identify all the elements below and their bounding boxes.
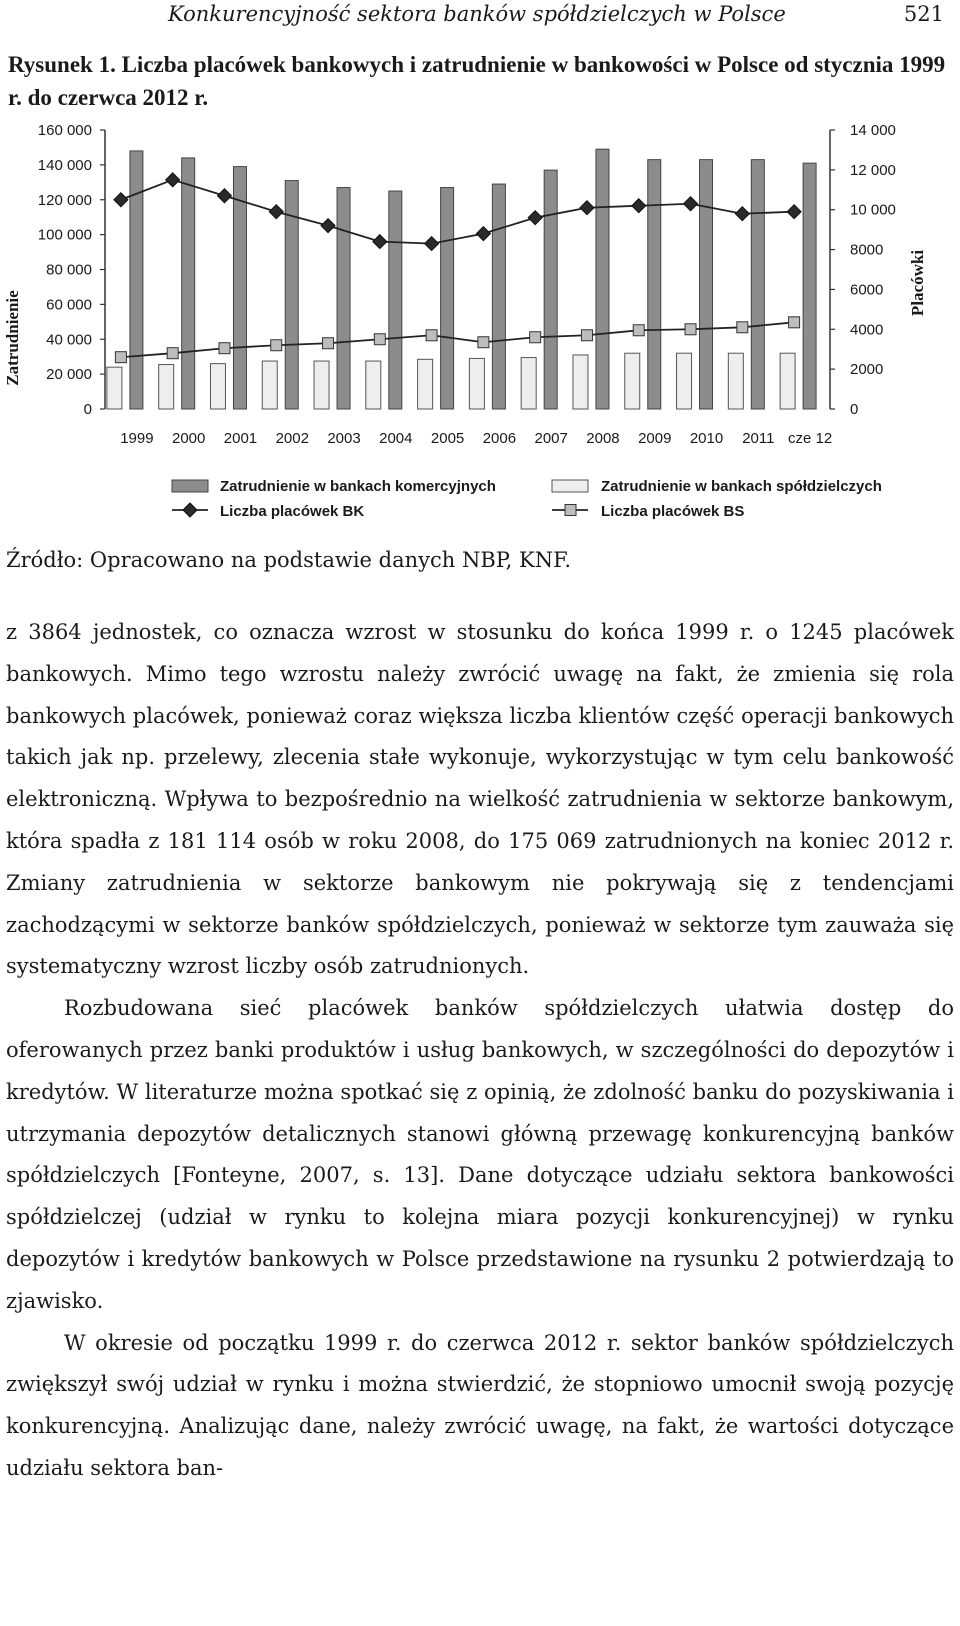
left-tick-label: 0 <box>83 401 92 418</box>
series-line <box>121 180 794 244</box>
bar-bk <box>803 163 816 409</box>
x-tick-label: 2002 <box>275 430 309 447</box>
marker-square <box>633 325 644 336</box>
body-text <box>6 612 954 1490</box>
marker-diamond <box>114 193 128 207</box>
bar-bs <box>210 364 225 409</box>
legend-marker-square <box>565 505 576 516</box>
marker-square <box>789 317 800 328</box>
right-tick-label: 2000 <box>850 361 884 379</box>
left-tick-label: 40 000 <box>46 331 92 349</box>
bar-bs <box>469 358 484 409</box>
bar-bk <box>441 188 454 409</box>
bar-bk <box>492 184 505 409</box>
bar-bk <box>596 149 609 409</box>
marker-diamond <box>787 205 801 219</box>
bar-bk <box>233 167 246 409</box>
bar-bk <box>130 151 143 409</box>
right-tick-label: 14 000 <box>850 122 896 139</box>
bar-bk <box>544 170 557 409</box>
figure-caption: Rysunek 1. Liczba placówek bankowych i zatrudnienie w bankowości w Polsce od stycznia 1999 r. do czerwca 2012 r. <box>8 52 946 110</box>
bar-bs <box>107 367 122 409</box>
right-tick-label: 6000 <box>850 281 884 299</box>
bar-bk <box>337 188 350 409</box>
right-tick-label: 4000 <box>850 321 884 339</box>
bar-bs <box>625 353 640 409</box>
marker-square <box>478 337 489 348</box>
marker-square <box>271 340 282 351</box>
marker-square <box>581 330 592 341</box>
right-tick-label: 10 000 <box>850 201 896 219</box>
marker-diamond <box>425 237 439 251</box>
marker-diamond <box>373 235 387 249</box>
bar-bk <box>700 160 713 409</box>
legend-swatch-bk-bar <box>172 480 208 492</box>
legend-label-bk-bar: Zatrudnienie w bankach komercyjnych <box>220 478 496 495</box>
marker-diamond <box>735 207 749 221</box>
marker-square <box>530 332 541 343</box>
bar-bs <box>728 353 743 409</box>
marker-diamond <box>476 227 490 241</box>
marker-diamond <box>528 211 542 225</box>
x-tick-label: 2009 <box>638 430 672 447</box>
marker-diamond <box>166 173 180 187</box>
marker-square <box>426 330 437 341</box>
bar-bs <box>262 361 277 409</box>
bar-bk <box>182 158 195 409</box>
marker-square <box>323 338 334 349</box>
marker-diamond <box>217 189 231 203</box>
x-tick-label: 2008 <box>586 430 620 447</box>
bar-bs <box>521 358 536 409</box>
bar-bs <box>366 361 381 409</box>
right-tick-label: 12 000 <box>850 161 896 179</box>
x-tick-label: 2007 <box>534 430 568 447</box>
x-tick-label: cze 12 <box>788 430 833 447</box>
marker-square <box>374 334 385 345</box>
right-tick-label: 8000 <box>850 241 884 259</box>
bar-bs <box>573 355 588 409</box>
running-title: Konkurencyjność sektora banków spółdzielczych w Polsce <box>168 2 786 26</box>
marker-square <box>685 324 696 335</box>
x-tick-label: 1999 <box>120 430 154 447</box>
bar-bk <box>751 160 764 409</box>
marker-diamond <box>580 201 594 215</box>
legend-label-bs-line: Liczba placówek BS <box>601 503 745 520</box>
x-tick-label: 2010 <box>689 430 724 447</box>
paragraph-2: Rozbudowana sieć placówek banków spółdzielczych ułatwia dostęp do oferowanych przez banki produktów i usług bankowych, w szczególności do depozytów i kredytów. W literaturze można spotkać się z opinią, że zdolność banku do pozyskiwania i utrzymania depozytów detalicznych stanowi główną przewagę konkurencyjną banków spółdzielczych [Fonteyne, 2007, s. 13]. Dane dotyczące udziału sektora bankowości spółdzielczej (udział w rynku to kolejna miara pozycji konkurencyjnej) w rynku depozytów i kredytów bankowych w Polsce przedstawione na rysunku 2 potwierdzają to zjawisko. <box>6 996 954 1313</box>
marker-diamond <box>321 219 335 233</box>
left-axis-title: Zatrudnienie <box>3 290 22 386</box>
bar-bs <box>159 365 174 409</box>
marker-square <box>115 352 126 363</box>
marker-diamond <box>632 199 646 213</box>
marker-square <box>167 348 178 359</box>
page-number: 521 <box>903 2 944 26</box>
bar-bs <box>780 353 795 409</box>
left-tick-label: 160 000 <box>37 122 92 139</box>
left-tick-label: 60 000 <box>46 296 92 314</box>
left-tick-label: 20 000 <box>46 366 92 384</box>
x-tick-label: 2006 <box>482 430 517 447</box>
x-tick-label: 2000 <box>171 430 206 447</box>
x-tick-label: 2005 <box>430 430 465 447</box>
bar-bs <box>314 361 329 409</box>
bar-bk <box>389 191 402 409</box>
bar-bk <box>648 160 661 409</box>
right-axis-title: Placówki <box>908 249 927 317</box>
paragraph-1: z 3864 jednostek, co oznacza wzrost w stosunku do końca 1999 r. o 1245 placówek bankowych. Mimo tego wzrostu należy zwrócić uwagę na fakt, że zmienia się rola bankowych placówek, ponieważ coraz większa liczba klientów część operacji bankowych takich jak np. przelewy, zlecenia stałe wykonuje, wykorzystując w tym celu bankowość elektroniczną. Wpływa to bezpośrednio na wielkość zatrudnienia w sektorze bankowym, która spadła z 181 114 osób w roku 2008, do 175 069 zatrudnionych na koniec 2012 r. Zmiany zatrudnienia w sektorze bankowym nie pokrywają się z tendencjami zachodzącymi w sektorze banków spółdzielczych, ponieważ w sektorze tym zauważa się systematyczny wzrost liczby osób zatrudnionych. <box>6 620 954 979</box>
left-tick-label: 100 000 <box>37 226 92 244</box>
marker-diamond <box>684 197 698 211</box>
running-header <box>8 0 952 34</box>
paragraph-3: W okresie od początku 1999 r. do czerwca 2012 r. sektor banków spółdzielczych zwiększył swój udział w rynku i można stwierdzić, że stopniowo umocnił swoją pozycję konkurencyjną. Analizując dane, należy zwrócić uwagę, na fakt, że wartości dotyczące udziału sektora ban- <box>6 1330 954 1480</box>
x-tick-label: 2003 <box>327 430 361 447</box>
legend-swatch-bs-bar <box>552 480 588 492</box>
figure-source: Źródło: Opracowano na podstawie danych NBP, KNF. <box>6 548 572 572</box>
marker-square <box>737 322 748 333</box>
left-tick-label: 80 000 <box>46 261 92 279</box>
left-tick-label: 120 000 <box>37 191 92 209</box>
legend-label-bk-line: Liczba placówek BK <box>220 503 365 520</box>
bar-bs <box>677 353 692 409</box>
left-tick-label: 140 000 <box>37 156 92 174</box>
x-tick-label: 2004 <box>379 430 413 447</box>
bar-bs <box>418 359 433 409</box>
employment-branches-chart <box>0 118 960 538</box>
x-tick-label: 2001 <box>223 430 258 447</box>
x-tick-label: 2011 <box>742 430 775 447</box>
legend-marker-diamond <box>183 503 197 517</box>
legend-label-bs-bar: Zatrudnienie w bankach spółdzielczych <box>601 478 882 495</box>
marker-square <box>219 343 230 354</box>
marker-diamond <box>269 205 283 219</box>
right-tick-label: 0 <box>850 401 859 418</box>
